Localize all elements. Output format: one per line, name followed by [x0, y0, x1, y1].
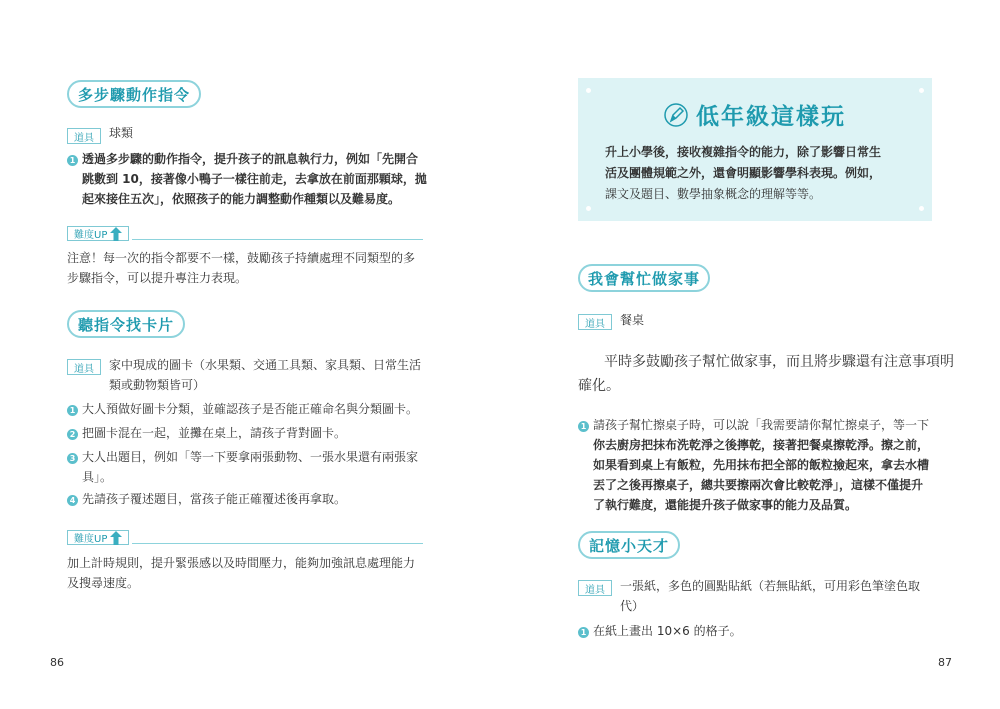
play-tip-line: 課文及題目、數學抽象概念的理解等等。: [605, 187, 822, 201]
up-text-line: 加上計時規則，提升緊張感以及時間壓力，能夠加強訊息處理能力: [67, 556, 416, 570]
section-title-card-game: 聽指令找卡片: [67, 310, 185, 338]
play-tip-line: 活及團體規範之外，還會明顯影響學科表現。例如，: [605, 166, 882, 180]
step-text-line: 起來接住五次」，依照孩子的能力調整動作種類以及難易度。: [82, 192, 401, 206]
step-text-line: 把圖卡混在一起，並攤在桌上，請孩子背對圖卡。: [82, 426, 347, 440]
play-tip-box: [578, 78, 932, 221]
step-text-line: 請孩子幫忙擦桌子時，可以說「我需要請你幫忙擦桌子，等一下: [593, 418, 930, 432]
divider-line: [132, 543, 423, 544]
tool-tag: 道具: [67, 128, 101, 144]
difficulty-up-label: 難度UP: [74, 230, 108, 241]
step-number-badge: 1: [67, 405, 78, 416]
page-number: 86: [50, 656, 64, 669]
tool-value: 餐桌: [620, 313, 645, 327]
step-text-line: 你去廚房把抹布洗乾淨之後擰乾，接著把餐桌擦乾淨。擦之前，: [593, 438, 930, 452]
step-number-badge: 2: [67, 429, 78, 440]
pencil-icon: [664, 102, 688, 134]
step-number-badge: 3: [67, 453, 78, 464]
step-text-line: 大人預做好圖卡分類，並確認孩子是否能正確命名與分類圖卡。: [82, 402, 419, 416]
section-title-memory: 記憶小天才: [578, 531, 680, 559]
play-tip-line: 升上小學後，接收複雜指令的能力，除了影響日常生: [605, 145, 882, 159]
intro-text-line: 平時多鼓勵孩子幫忙做家事，而且將步驟還有注意事項明: [604, 354, 954, 370]
step-text-line: 在紙上畫出 10×6 的格子。: [593, 624, 742, 638]
tool-value: 球類: [109, 126, 134, 140]
difficulty-up-tag: [67, 226, 129, 241]
tool-tag: 道具: [67, 359, 101, 375]
right-page: [500, 0, 1000, 709]
tool-value-line: 類或動物類皆可）: [109, 378, 206, 392]
up-arrow-icon: [110, 227, 122, 241]
step-text-line: 具」。: [82, 470, 113, 484]
step-number-badge: 4: [67, 495, 78, 506]
difficulty-up-label: 難度UP: [74, 534, 108, 545]
step-text-line: 如果看到桌上有飯粒，先用抹布把全部的飯粒撿起來，拿去水槽: [593, 458, 930, 472]
play-tip-title: [578, 98, 932, 134]
section-title-chores: 我會幫忙做家事: [578, 264, 710, 292]
up-text-line: 及搜尋速度。: [67, 576, 140, 590]
corner-dot: [586, 206, 591, 211]
difficulty-up-tag: [67, 530, 129, 545]
tool-tag: 道具: [578, 580, 612, 596]
step-number-badge: 1: [67, 155, 78, 166]
step-number-badge: 1: [578, 627, 589, 638]
up-arrow-icon: [110, 531, 122, 545]
divider-line: [132, 239, 423, 240]
step-text-line: 透過多步驟的動作指令，提升孩子的訊息執行力，例如「先開合: [82, 152, 419, 166]
up-text-line: 步驟指令，可以提升專注力表現。: [67, 271, 248, 285]
play-tip-title-text: 低年級這樣玩: [696, 104, 846, 130]
section-title-multistep: 多步驟動作指令: [67, 80, 201, 108]
tool-tag: 道具: [578, 314, 612, 330]
tool-value-line: 代）: [620, 599, 645, 613]
corner-dot: [586, 88, 591, 93]
corner-dot: [919, 88, 924, 93]
step-number-badge: 1: [578, 421, 589, 432]
step-text-line: 跳數到 10，接著像小鴨子一樣往前走，去拿放在前面那顆球，拋: [82, 172, 427, 186]
step-text-line: 大人出題目，例如「等一下要拿兩張動物、一張水果還有兩張家: [82, 450, 419, 464]
page-number: 87: [938, 656, 952, 669]
up-text-line: 注意！每一次的指令都要不一樣，鼓勵孩子持續處理不同類型的多: [67, 251, 416, 265]
tool-value-line: 一張紙，多色的圓點貼紙（若無貼紙，可用彩色筆塗色取: [620, 579, 921, 593]
step-text-line: 丟了之後再擦桌子，總共要擦兩次會比較乾淨」，這樣不僅提升: [593, 478, 924, 492]
step-text-line: 了執行難度，還能提升孩子做家事的能力及品質。: [593, 498, 858, 512]
corner-dot: [919, 206, 924, 211]
step-text-line: 先請孩子覆述題目，當孩子能正確覆述後再拿取。: [82, 492, 347, 506]
tool-value-line: 家中現成的圖卡（水果類、交通工具類、家具類、日常生活: [109, 358, 422, 372]
intro-text-line: 確化。: [578, 378, 620, 394]
